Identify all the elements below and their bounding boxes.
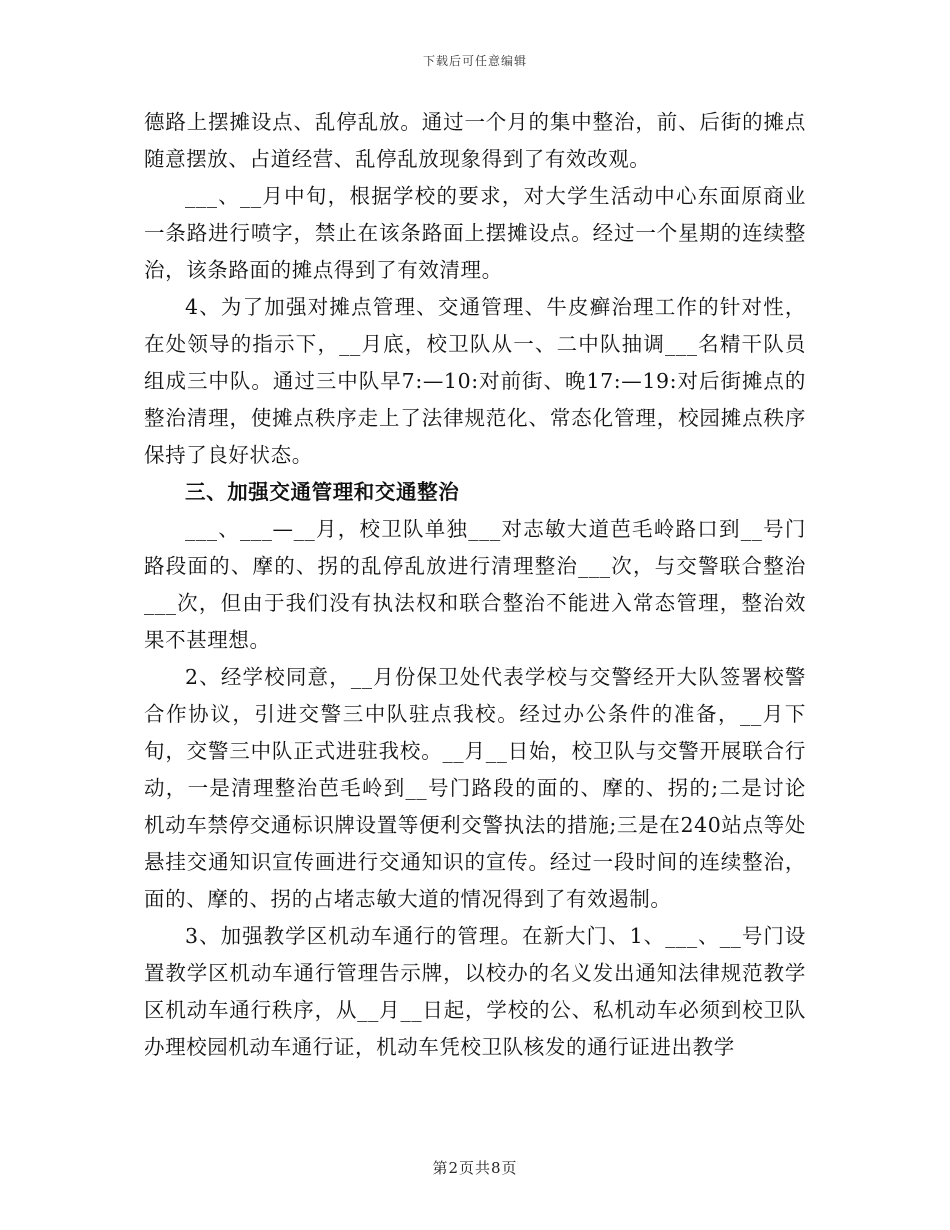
section-heading-traffic: 三、加强交通管理和交通整治: [185, 480, 460, 504]
page-header: 下载后可任意编辑: [422, 54, 527, 68]
page-footer: 第2页共8页: [432, 1159, 518, 1177]
paragraph-continuation: 德路上摆摊设点、乱停乱放。通过一个月的集中整治，前、后街的摊点随意摆放、占道经营、乱停乱放现象得到了有效改观。: [144, 110, 806, 171]
paragraph-third-squad: 4、为了加强对摊点管理、交通管理、牛皮癣治理工作的针对性，在处领导的指示下，__月底，校卫队从一、二中队抽调___名精干队员组成三中队。通过三中队早7:—10:对前街、晚17:—19:对后街摊点的整治清理，使摊点秩序走上了法律规范化、常态化管理，校园摊点秩序保持了良好状态。: [144, 295, 806, 467]
paragraph-vehicle-management: 3、加强教学区机动车通行的管理。在新大门、1、___、__号门设置教学区机动车通行管理告示牌，以校办的名义发出通知法律规范教学区机动车通行秩序，从__月__日起，学校的公、私机动车必须到校卫队办理校园机动车通行证，机动车凭校卫队核发的通行证进出教学: [144, 924, 806, 1059]
paragraph-street-spraying: ___、__月中旬，根据学校的要求，对大学生活动中心东面原商业一条路进行喷字，禁止在该条路面上摆摊设点。经过一个星期的连续整治，该条路面的摊点得到了有效清理。: [144, 184, 806, 282]
document-body: [144, 104, 806, 1066]
paragraph-police-cooperation: 2、经学校同意，__月份保卫处代表学校与交警经开大队签署校警合作协议，引进交警三中队驻点我校。经过办公条件的准备，__月下旬，交警三中队正式进驻我校。__月__日始，校卫队与交警开展联合行动，一是清理整治芭毛岭到__号门路段的面的、摩的、拐的;二是讨论机动车禁停交通标识牌设置等便利交警执法的措施;三是在240站点等处悬挂交通知识宣传画进行交通知识的宣传。经过一段时间的连续整治，面的、摩的、拐的占堵志敏大道的情况得到了有效遏制。: [144, 665, 806, 911]
paragraph-traffic-cleanup: ___、___—__月，校卫队单独___对志敏大道芭毛岭路口到__号门路段面的、摩的、拐的乱停乱放进行清理整治___次，与交警联合整治___次，但由于我们没有执法权和联合整治不能进入常态管理，整治效果不甚理想。: [144, 517, 806, 652]
